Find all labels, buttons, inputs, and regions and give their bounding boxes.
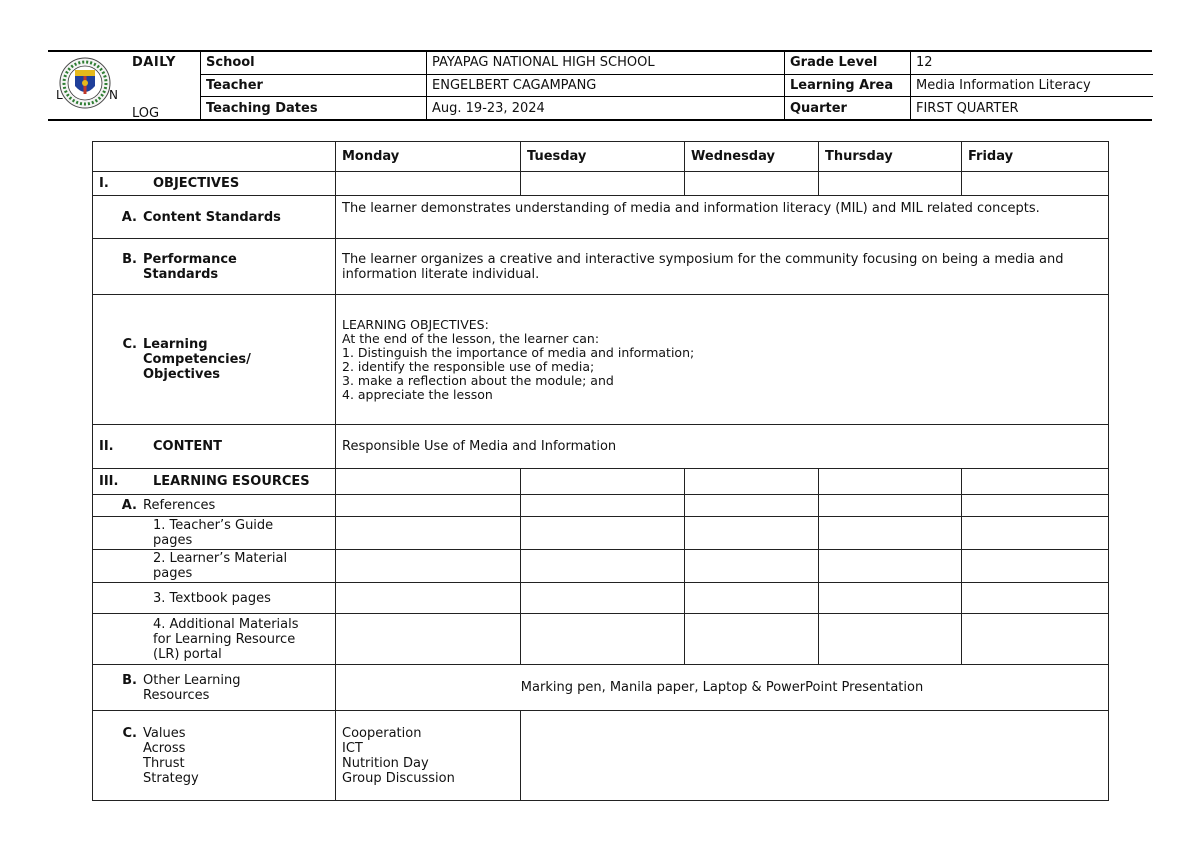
empty-cell — [962, 495, 1109, 517]
empty-cell — [962, 469, 1109, 495]
learners-material-line2: pages — [153, 566, 193, 581]
empty-cell — [521, 495, 685, 517]
learning-competencies-text — [336, 295, 1109, 425]
objectives-number: I. — [99, 176, 109, 191]
other-resources-row — [93, 665, 1109, 711]
content-standards-label-cell — [93, 196, 336, 239]
performance-standards-letter: B. — [122, 251, 137, 267]
content-standards-label: Content Standards — [143, 209, 281, 225]
content-standards-row — [93, 196, 1109, 239]
empty-cell — [685, 469, 819, 495]
values-entry: Cooperation — [342, 725, 422, 741]
other-resources-letter: B. — [122, 672, 137, 688]
empty-cell — [685, 172, 819, 196]
performance-standards-text: The learner organizes a creative and interactive symposium for the community focusing on being a media and information literate individual. — [336, 239, 1109, 295]
day-friday: Friday — [962, 142, 1109, 172]
empty-cell — [819, 495, 962, 517]
values-label-cell — [93, 711, 336, 801]
quarter-value: FIRST QUARTER — [911, 97, 1153, 119]
empty-cell — [336, 517, 521, 550]
references-label: References — [143, 498, 216, 513]
learning-competencies-letter: C. — [122, 337, 137, 352]
additional-materials-label — [93, 614, 336, 665]
header-info-table — [200, 52, 1153, 119]
empty-cell — [962, 583, 1109, 614]
empty-cell — [336, 172, 521, 196]
learning-resources-row — [93, 469, 1109, 495]
logo-letter-l: L — [56, 88, 63, 102]
teaching-dates-label: Teaching Dates — [201, 97, 427, 119]
objectives-title: OBJECTIVES — [153, 176, 240, 191]
empty-cell — [685, 495, 819, 517]
content-heading — [93, 425, 336, 469]
values-row — [93, 711, 1109, 801]
logo-daily-text: DAILY — [132, 55, 176, 70]
content-text: Responsible Use of Media and Information — [336, 425, 1109, 469]
objectives-line: 1. Distinguish the importance of media and information; — [342, 344, 695, 360]
header-row-dates — [201, 97, 1153, 119]
other-resources-label-cell — [93, 665, 336, 711]
empty-cell — [962, 614, 1109, 665]
teaching-dates-value: Aug. 19-23, 2024 — [427, 97, 785, 119]
day-monday: Monday — [336, 142, 521, 172]
learners-material-label — [93, 550, 336, 583]
teachers-guide-line1: 1. Teacher’s Guide — [153, 518, 274, 533]
empty-cell — [819, 517, 962, 550]
school-value: PAYAPAG NATIONAL HIGH SCHOOL — [427, 52, 785, 74]
empty-cell — [962, 172, 1109, 196]
learning-area-value: Media Information Literacy — [911, 74, 1153, 96]
values-entries — [336, 711, 521, 801]
learning-area-label: Learning Area — [785, 74, 911, 96]
content-standards-letter: A. — [121, 209, 137, 225]
additional-materials-line2: for Learning Resource — [153, 631, 296, 647]
additional-materials-line1: 4. Additional Materials — [153, 616, 299, 632]
additional-materials-row — [93, 614, 1109, 665]
learning-competencies-label-line1: Learning — [143, 337, 208, 352]
empty-cell — [521, 711, 1109, 801]
empty-cell — [819, 583, 962, 614]
performance-standards-row — [93, 239, 1109, 295]
learners-material-row — [93, 550, 1109, 583]
empty-cell — [521, 583, 685, 614]
empty-cell — [819, 469, 962, 495]
teacher-label: Teacher — [201, 74, 427, 96]
grade-level-value: 12 — [911, 52, 1153, 74]
values-entry: Nutrition Day — [342, 755, 429, 771]
empty-cell — [685, 517, 819, 550]
values-label-line: Thrust — [143, 755, 185, 771]
objectives-line: 4. appreciate the lesson — [342, 386, 493, 402]
values-entry: ICT — [342, 740, 363, 756]
other-resources-text: Marking pen, Manila paper, Laptop & PowerPoint Presentation — [336, 665, 1109, 711]
learning-competencies-label-cell — [93, 295, 336, 425]
learning-competencies-label-line3: Objectives — [143, 367, 221, 382]
teacher-value: ENGELBERT CAGAMPANG — [427, 74, 785, 96]
empty-cell — [521, 172, 685, 196]
other-resources-label-line2: Resources — [143, 687, 210, 703]
empty-cell — [819, 614, 962, 665]
empty-cell — [962, 550, 1109, 583]
empty-cell — [685, 550, 819, 583]
header-row-school — [201, 52, 1153, 74]
additional-materials-line3: (LR) portal — [153, 646, 222, 662]
empty-cell — [336, 469, 521, 495]
content-row — [93, 425, 1109, 469]
references-letter: A. — [121, 498, 137, 513]
objectives-line: 2. identify the responsible use of media; — [342, 358, 595, 374]
learners-material-line1: 2. Learner’s Material — [153, 551, 288, 566]
school-label: School — [201, 52, 427, 74]
empty-cell — [336, 550, 521, 583]
values-letter: C. — [122, 725, 137, 741]
learning-competencies-label-line2: Competencies/ — [143, 352, 251, 367]
day-tuesday: Tuesday — [521, 142, 685, 172]
empty-cell — [685, 614, 819, 665]
references-label-cell — [93, 495, 336, 517]
objectives-line: At the end of the lesson, the learner can: — [342, 330, 600, 346]
learning-resources-number: III. — [99, 474, 119, 489]
grade-level-label: Grade Level — [785, 52, 911, 74]
quarter-label: Quarter — [785, 97, 911, 119]
header-row-teacher — [201, 74, 1153, 96]
empty-cell — [336, 495, 521, 517]
day-thursday: Thursday — [819, 142, 962, 172]
teachers-guide-row — [93, 517, 1109, 550]
objectives-line: LEARNING OBJECTIVES: — [342, 316, 489, 332]
logo-log-text: LOG — [132, 106, 160, 121]
references-row — [93, 495, 1109, 517]
content-standards-text: The learner demonstrates understanding of media and information literacy (MIL) and MIL related concepts. — [336, 196, 1109, 239]
logo-cell — [48, 52, 200, 119]
performance-standards-label-cell — [93, 239, 336, 295]
values-label-line: Across — [143, 740, 186, 756]
other-resources-label-line1: Other Learning — [143, 672, 241, 688]
empty-cell — [819, 550, 962, 583]
empty-cell — [962, 517, 1109, 550]
objectives-heading — [93, 172, 336, 196]
empty-cell — [819, 172, 962, 196]
deped-seal-icon — [58, 56, 112, 110]
values-label-line: Values — [143, 725, 186, 741]
teachers-guide-line2: pages — [153, 533, 193, 548]
textbook-pages-label: 3. Textbook pages — [93, 583, 336, 614]
performance-standards-label-line2: Standards — [143, 266, 219, 282]
empty-cell — [336, 583, 521, 614]
learning-competencies-row — [93, 295, 1109, 425]
logo-letter-n: N — [109, 88, 118, 102]
empty-cell — [521, 517, 685, 550]
empty-cell — [336, 614, 521, 665]
day-header-row — [93, 142, 1109, 172]
learning-resources-heading — [93, 469, 336, 495]
teachers-guide-label — [93, 517, 336, 550]
values-label-line: Strategy — [143, 770, 199, 786]
performance-standards-label-line1: Performance — [143, 251, 237, 267]
objectives-row — [93, 172, 1109, 196]
content-number: II. — [99, 439, 114, 454]
empty-cell — [685, 583, 819, 614]
learning-resources-title: LEARNING ESOURCES — [153, 474, 310, 489]
dll-header — [48, 50, 1152, 121]
corner-cell — [93, 142, 336, 172]
textbook-pages-row — [93, 583, 1109, 614]
values-entry: Group Discussion — [342, 770, 455, 786]
empty-cell — [521, 614, 685, 665]
lesson-log-table — [92, 141, 1109, 801]
empty-cell — [521, 469, 685, 495]
day-wednesday: Wednesday — [685, 142, 819, 172]
objectives-line: 3. make a reflection about the module; and — [342, 372, 614, 388]
content-title: CONTENT — [153, 439, 222, 454]
empty-cell — [521, 550, 685, 583]
